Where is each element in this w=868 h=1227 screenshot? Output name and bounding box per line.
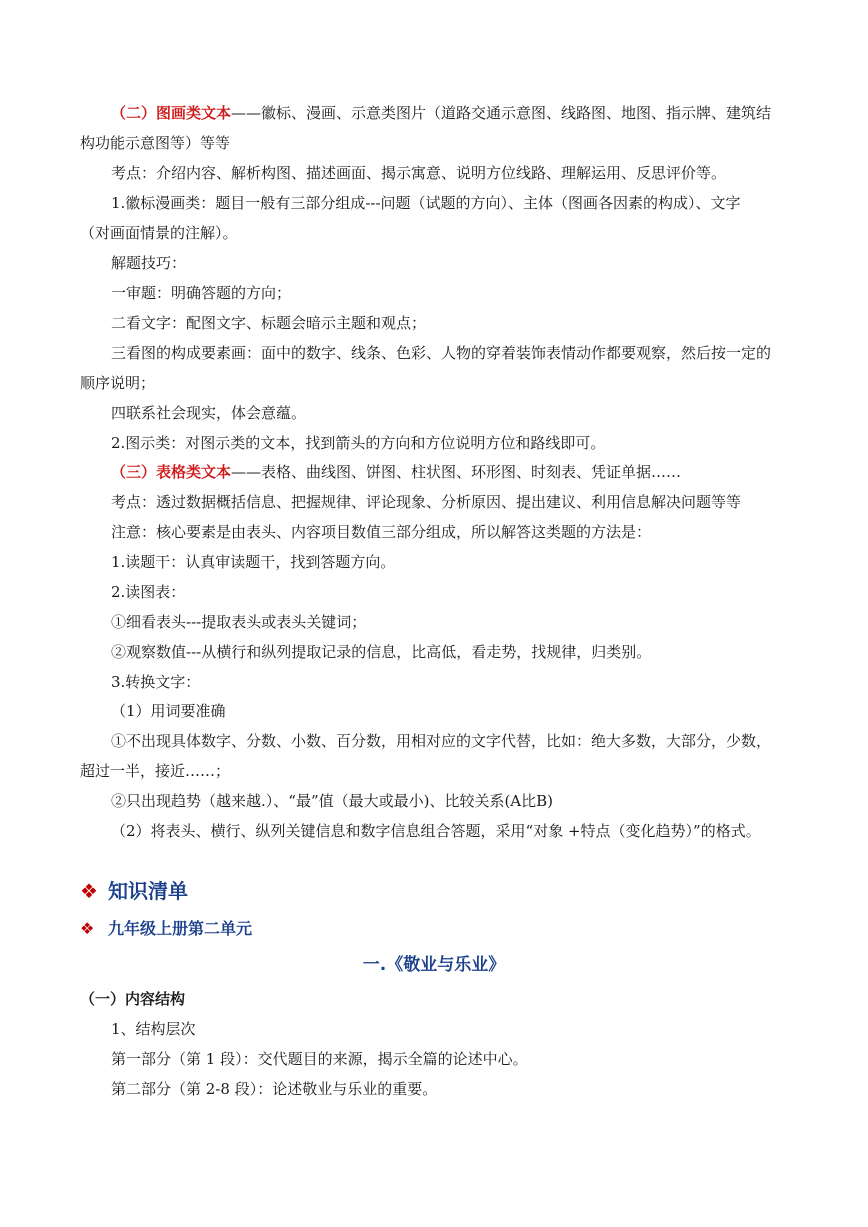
section-3-note: 注意：核心要素是由表头、内容项目数值三部分组成，所以解答这类题的方法是： [111,523,652,541]
step-2: 二看文字：配图文字、标题会暗示主题和观点； [111,314,427,332]
section-2-title-cont: 构功能示意图等）等等 [80,134,231,152]
tips-label: 解题技巧： [111,254,187,272]
section-2-title-rest: ——徽标、漫画、示意类图片（道路交通示意图、线路图、地图、指示牌、建筑结 [231,104,772,122]
part-2: 第二部分（第 2-8 段）：论述敬业与乐业的重要。 [111,1080,438,1098]
read-chart: 2.读图表： [111,583,186,601]
observe-values: ②观察数值---从横行和纵列提取记录的信息，比高低，看走势，找规律，归类别。 [111,643,652,661]
section-2-points: 考点：介绍内容、解析构图、描述画面、揭示寓意、说明方位线路、理解运用、反思评价等。 [111,164,727,182]
section-3-title: （三）表格类文本 [111,463,232,481]
convert-text: 3.转换文字： [111,673,201,691]
diamond-bullet-icon: ❖ [80,879,98,903]
trend-only: ②只出现趋势（越来越.）、“最”值（最大或最小)、比较关系(A比B) [111,792,554,810]
section-2-heading-line [111,103,771,123]
lesson-title: 一.《敬业与乐业》 [362,955,506,975]
part-1: 第一部分（第 1 段）：交代题目的来源，揭示全篇的论述中心。 [111,1050,528,1068]
section-3-heading-line [111,462,681,482]
step-4: 四联系社会现实，体会意蕴。 [111,404,307,422]
unit-heading-text: 九年级上册第二单元 [108,919,253,938]
structure-level: 1、结构层次 [111,1020,196,1038]
emblem-line-1: 1.徽标漫画类：题目一般有三部分组成---问题（试题的方向）、主体（图画各因素的构成）、文字 [111,194,741,212]
diagram-type: 2.图示类：对图示类的文本，找到箭头的方向和方位说明方位和路线即可。 [111,434,606,452]
precise-wording: （1）用词要准确 [111,702,226,720]
read-stem: 1.读题干：认真审读题干，找到答题方向。 [111,553,396,571]
section-3-points: 考点：透过数据概括信息、把握规律、评论现象、分析原因、提出建议、利用信息解决问题等等 [111,493,742,511]
content-structure-heading: （一）内容结构 [80,990,186,1008]
no-numbers-line-1: ①不出现具体数字、分数、小数、百分数，用相对应的文字代替，比如：绝大多数，大部分，少数， [111,732,772,750]
no-numbers-line-2: 超过一半，接近……； [80,762,231,780]
combine-answer: （2）将表头、横行、纵列关键信息和数字信息组合答题，采用“对象 +特点（变化趋势）”的格式。 [111,822,761,840]
check-header: ①细看表头---提取表头或表头关键词； [111,613,367,631]
diamond-bullet-icon: ❖ [80,919,95,938]
step-1: 一审题：明确答题的方向； [111,284,292,302]
emblem-line-2: （对画面情景的注解）。 [80,224,238,242]
section-3-title-rest: ——表格、曲线图、饼图、柱状图、环形图、时刻表、凭证单据…… [231,463,682,481]
step-3-line-2: 顺序说明； [80,374,156,392]
section-2-title: （二）图画类文本 [111,104,232,122]
step-3-line-1: 三看图的构成要素画：面中的数字、线条、色彩、人物的穿着装饰表情动作都要观察，然后按一定的 [111,344,772,362]
knowledge-heading-text: 知识清单 [108,879,188,903]
knowledge-heading [80,878,188,904]
unit-heading [80,918,252,940]
